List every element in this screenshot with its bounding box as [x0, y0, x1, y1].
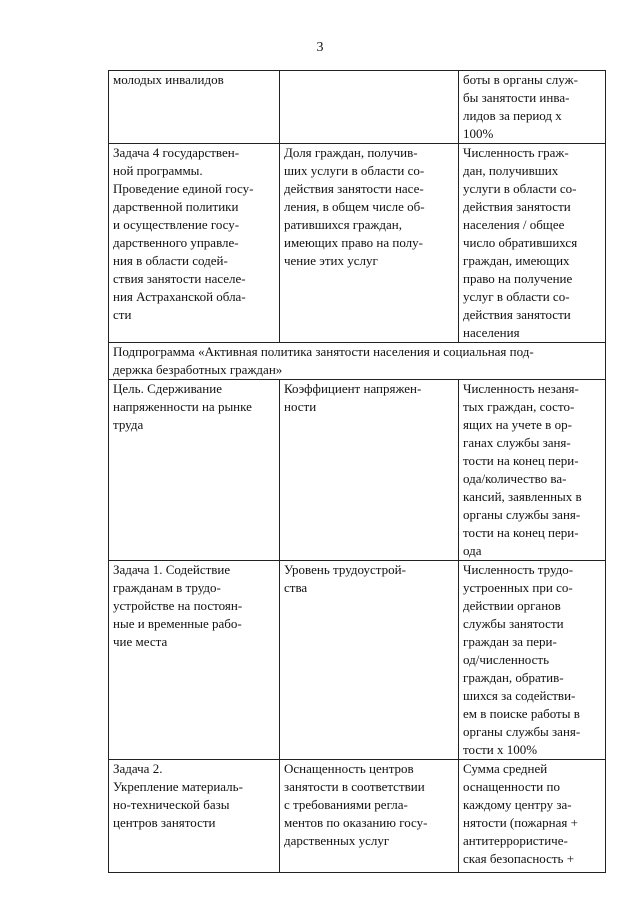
indicator-cell: Доля граждан, получив- ших услуги в области со- действия занятости насе- ления, в общем числе об- ратившихся граждан, имеющих право на полу- чение этих услуг — [280, 144, 459, 343]
indicators-table — [108, 70, 606, 873]
formula-cell: Численность незаня- тых граждан, состо- ящих на учете в ор- ганах службы заня- тости на конец пери- ода/количество ва- кансий, заявленных в органы службы заня- тости на конец пери- ода — [459, 380, 606, 561]
task-cell: Задача 1. Содействие гражданам в трудо- устройстве на постоян- ные и временные рабо- чие места — [109, 561, 280, 760]
task-cell: Цель. Сдерживание напряженности на рынке труда — [109, 380, 280, 561]
formula-cell: Сумма средней оснащенности по каждому центру за- нятости (пожарная + антитеррористиче- ская безопасность + — [459, 760, 606, 873]
indicator-cell: Уровень трудоустрой- ства — [280, 561, 459, 760]
indicator-cell: Оснащенность центров занятости в соответствии с требованиями регла- ментов по оказанию госу- дарственных услуг — [280, 760, 459, 873]
table-row — [109, 561, 606, 760]
subprogram-title: Подпрограмма «Активная политика занятости населения и социальная под- держка безработных граждан» — [109, 343, 606, 380]
indicator-cell — [280, 71, 459, 144]
formula-cell: Численность граж- дан, получивших услуги в области со- действия занятости населения / общее число обратившихся граждан, имеющих право на получение услуг в области со- действия занятости населения — [459, 144, 606, 343]
table-row — [109, 71, 606, 144]
formula-cell: боты в органы служ- бы занятости инва- лидов за период х 100% — [459, 71, 606, 144]
table-row — [109, 144, 606, 343]
subprogram-row — [109, 343, 606, 380]
table-row — [109, 380, 606, 561]
table-row — [109, 760, 606, 873]
task-cell: молодых инвалидов — [109, 71, 280, 144]
indicator-cell: Коэффициент напряжен- ности — [280, 380, 459, 561]
formula-cell: Численность трудо- устроенных при со- действии органов службы занятости граждан за пери- од/численность граждан, обратив- шихся за содействи- ем в поиске работы в органы службы заня- тости х 100% — [459, 561, 606, 760]
task-cell: Задача 2. Укрепление материаль- но-технической базы центров занятости — [109, 760, 280, 873]
task-cell: Задача 4 государствен- ной программы. Проведение единой госу- дарственной политики и осуществление госу- дарственного управле- ния в области содей- ствия занятости населе- ния Астраханской обла- сти — [109, 144, 280, 343]
page-number: 3 — [316, 40, 324, 55]
